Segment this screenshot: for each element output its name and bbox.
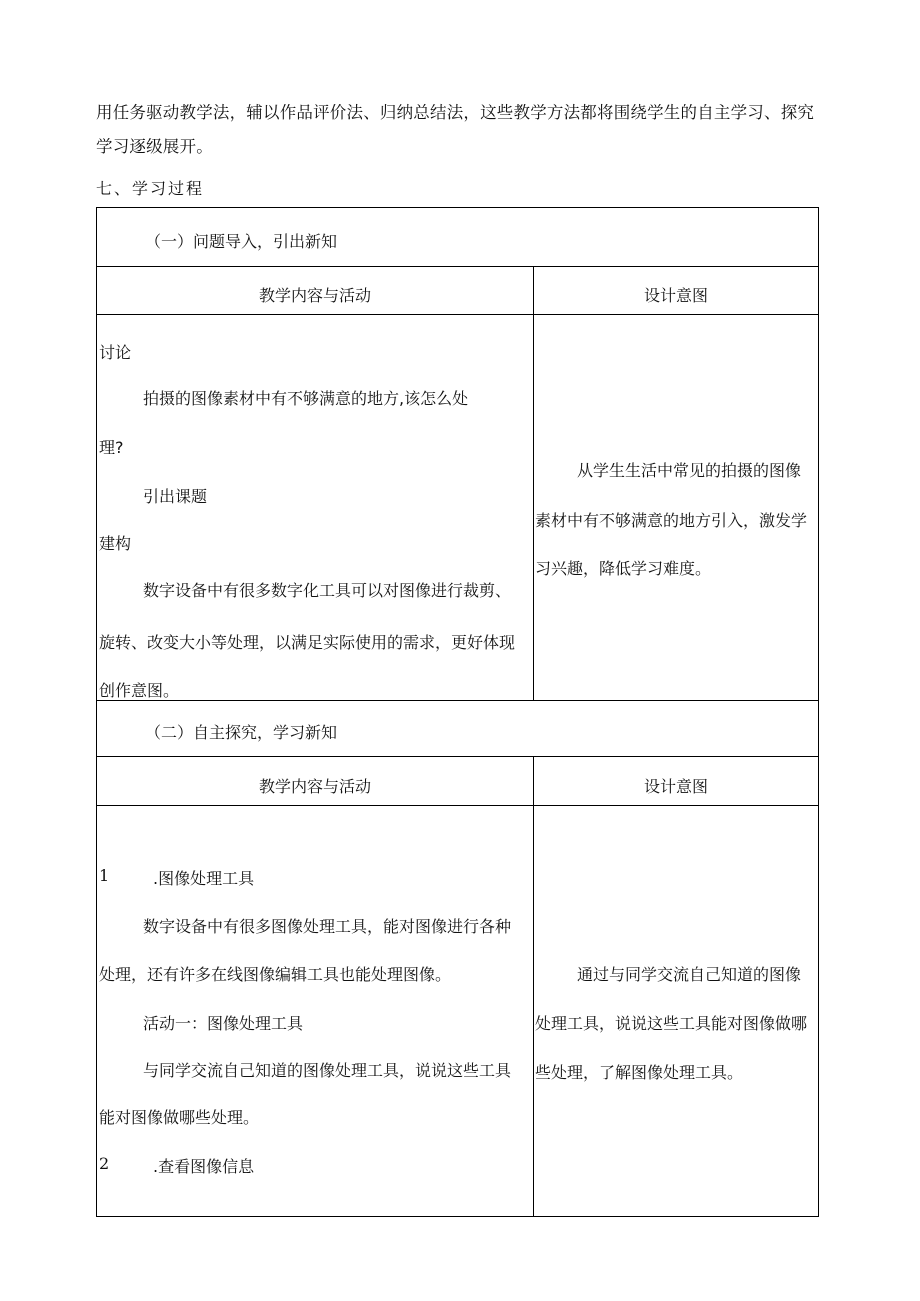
s1-intent-line-1: 从学生生活中常见的拍摄的图像 <box>577 461 802 480</box>
s1-line-tools-2: 旋转、改变大小等处理，以满足实际使用的需求，更好体现 <box>99 633 516 652</box>
row-divider <box>97 266 818 267</box>
intro-paragraph: 用任务驱动教学法，辅以作品评价法、归纳总结法，这些教学方法都将围绕学生的自主学习、探究学习逐级展开。 <box>96 103 815 156</box>
section-1-title: （一）问题导入，引出新知 <box>145 232 338 251</box>
s2-intent-line-3: 些处理，了解图像处理工具。 <box>535 1063 744 1082</box>
s1-line-construct: 建构 <box>99 534 132 553</box>
section-1-col-left-header: 教学内容与活动 <box>258 286 371 305</box>
section-2-title: （二）自主探究，学习新知 <box>145 723 338 742</box>
s1-line-tools-1: 数字设备中有很多数字化工具可以对图像进行裁剪、 <box>143 581 512 600</box>
s1-line-topic: 引出课题 <box>143 487 208 506</box>
s1-line-question-cont: 理? <box>99 438 124 457</box>
learning-process-table <box>96 207 819 1217</box>
row-divider <box>97 805 818 806</box>
column-divider <box>533 756 534 1217</box>
s1-line-tools-3: 创作意图。 <box>99 681 180 700</box>
s2-item-1-title: .图像处理工具 <box>153 869 255 888</box>
row-divider <box>97 314 818 315</box>
section-1-col-right-header: 设计意图 <box>643 286 708 305</box>
column-divider <box>533 266 534 700</box>
s2-item-1-number: 1 <box>99 866 110 885</box>
s1-line-question: 拍摄的图像素材中有不够满意的地方,该怎么处 <box>143 389 469 408</box>
row-divider <box>97 756 818 757</box>
s2-line-2: 处理，还有许多在线图像编辑工具也能处理图像。 <box>99 965 452 984</box>
s2-line-1: 数字设备中有很多图像处理工具，能对图像进行各种 <box>143 917 512 936</box>
s2-line-4: 能对图像做哪些处理。 <box>99 1108 260 1127</box>
s2-item-2-title: .查看图像信息 <box>153 1157 255 1176</box>
s2-line-3: 与同学交流自己知道的图像处理工具，说说这些工具 <box>143 1061 512 1080</box>
section-heading: 七、学习过程 <box>96 179 205 198</box>
section-2-col-left-header: 教学内容与活动 <box>258 777 371 796</box>
s2-activity-1: 活动一：图像处理工具 <box>143 1014 304 1033</box>
s1-line-discuss: 讨论 <box>99 343 132 362</box>
s2-item-2-number: 2 <box>99 1154 110 1173</box>
s2-intent-line-2: 处理工具，说说这些工具能对图像做哪 <box>535 1014 808 1033</box>
row-divider <box>97 700 818 701</box>
s1-intent-line-2: 素材中有不够满意的地方引入，激发学 <box>535 511 808 530</box>
s2-intent-line-1: 通过与同学交流自己知道的图像 <box>577 965 802 984</box>
section-2-col-right-header: 设计意图 <box>643 777 708 796</box>
s1-intent-line-3: 习兴趣，降低学习难度。 <box>535 559 712 578</box>
